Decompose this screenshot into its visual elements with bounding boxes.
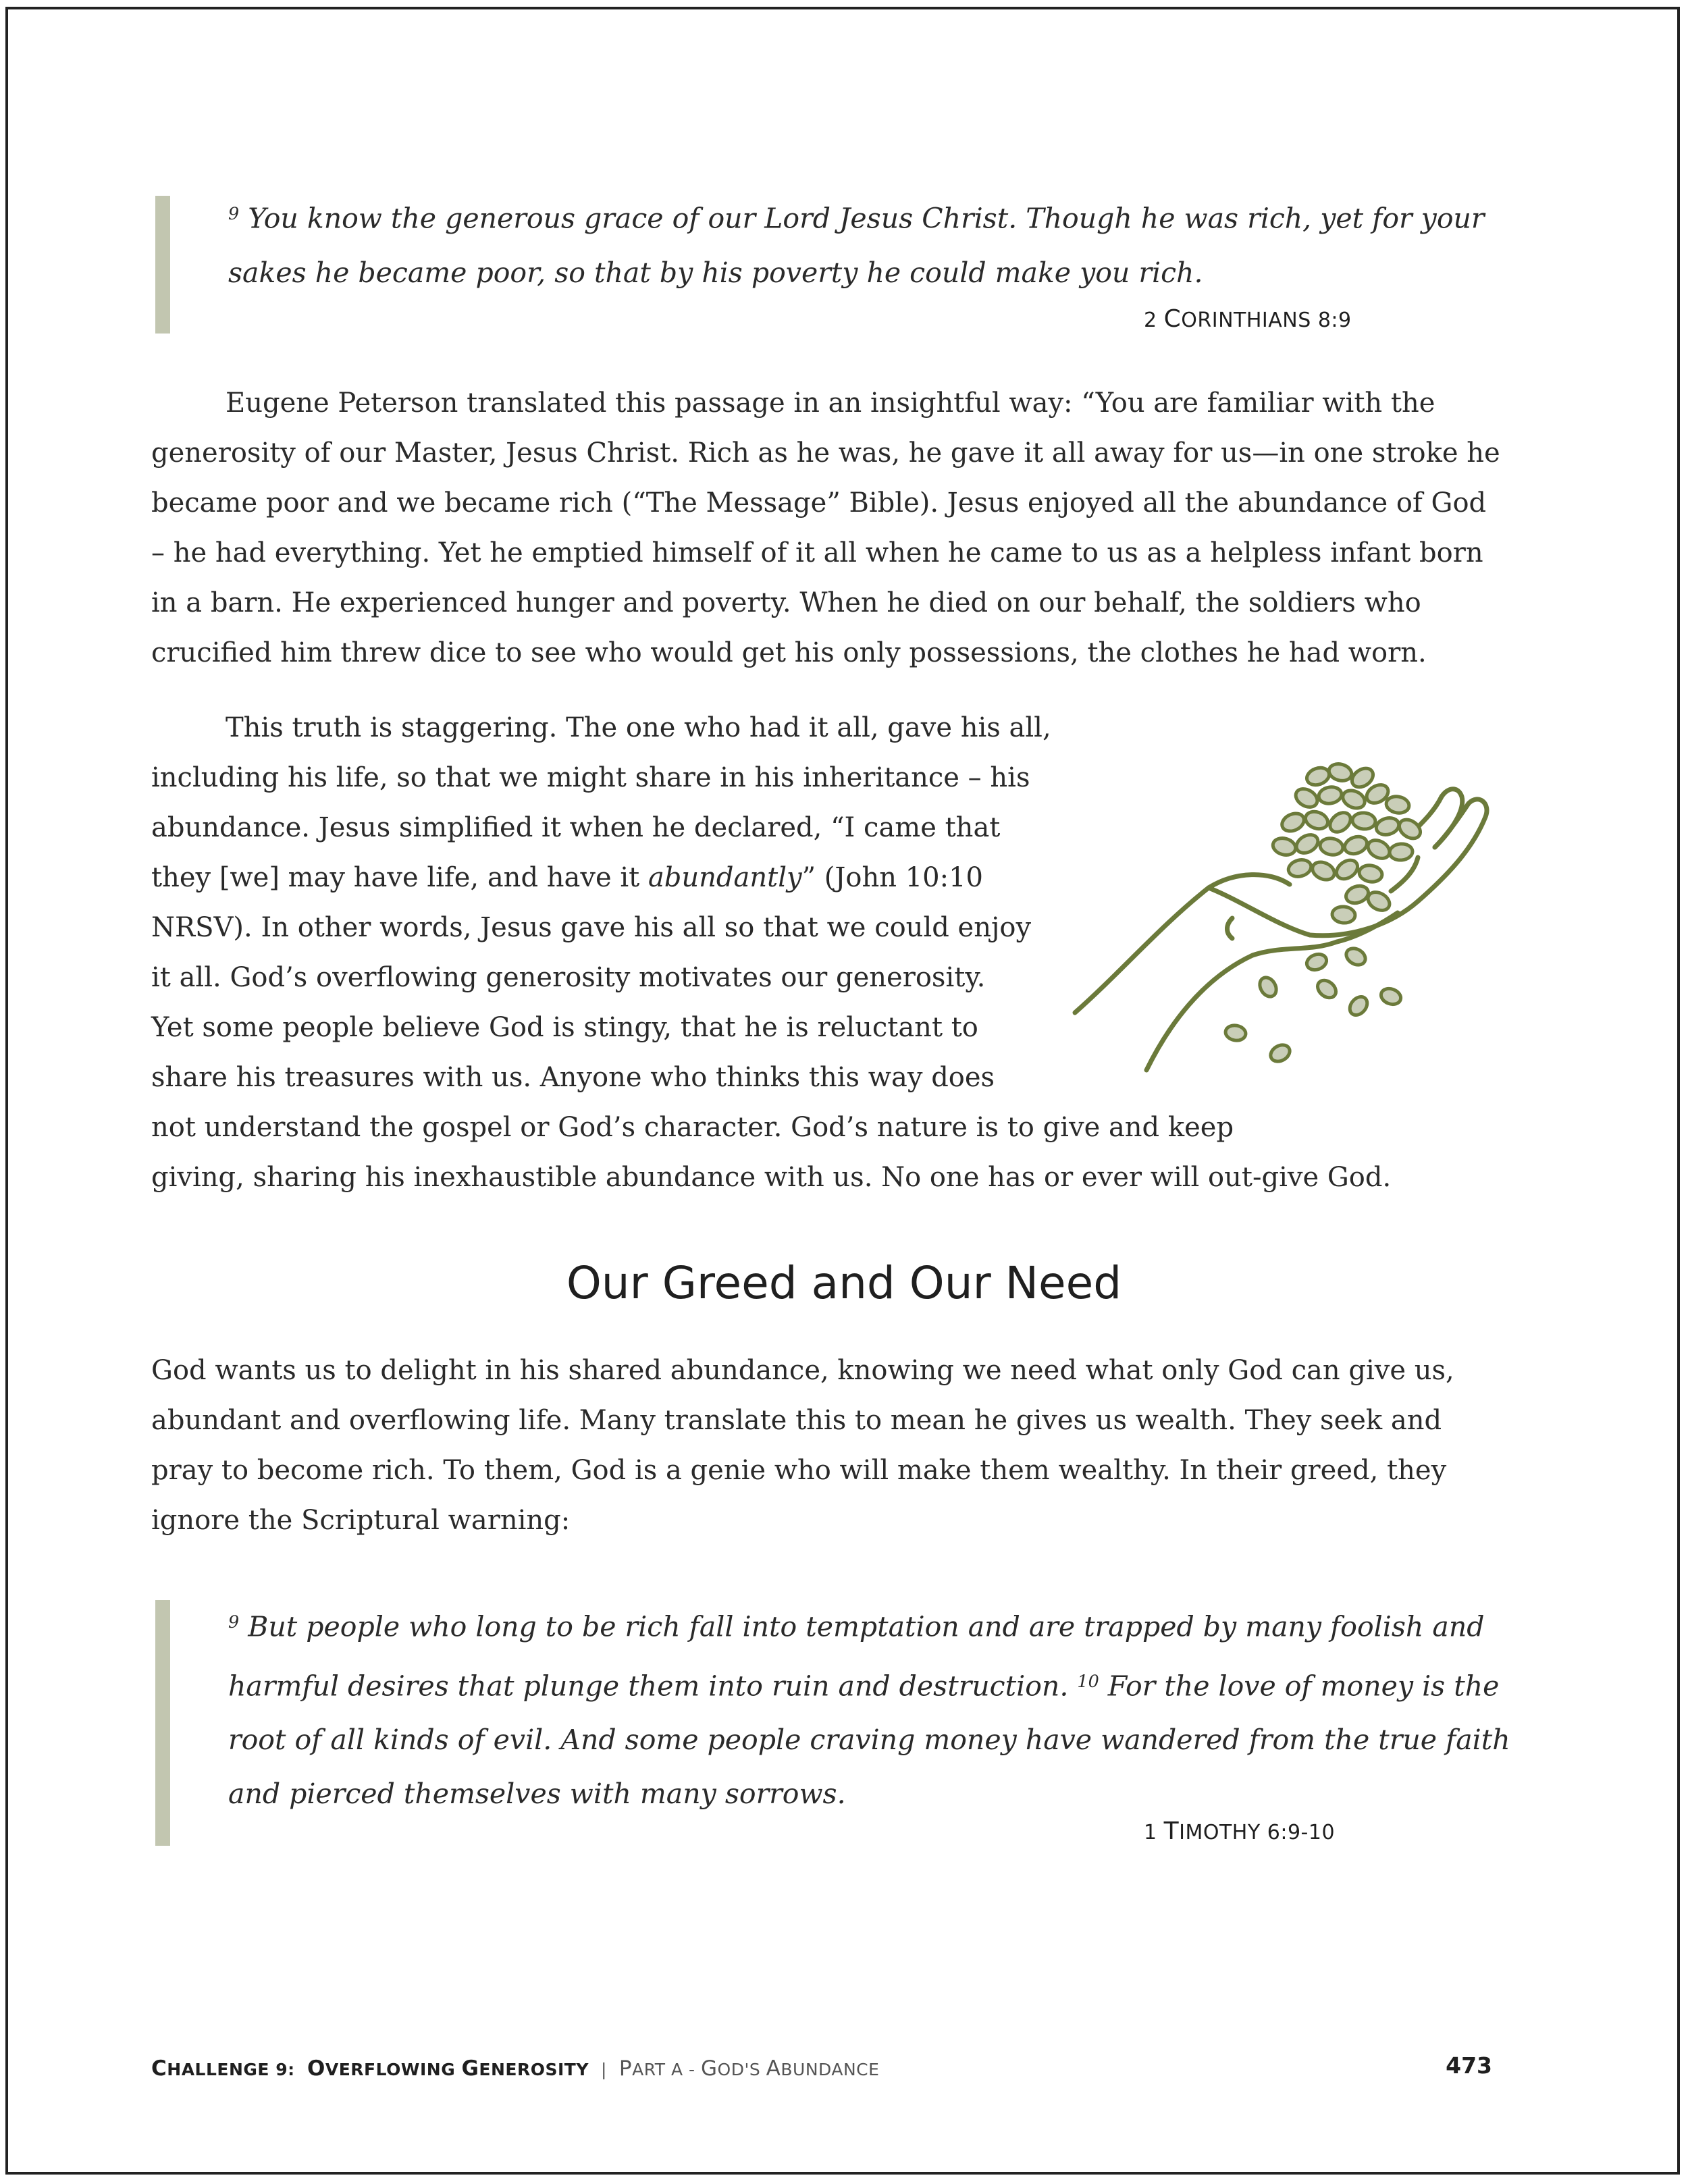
verse-number: 10 <box>1077 1670 1099 1691</box>
ref-verse: 8:9 <box>1317 309 1352 332</box>
page-number: 473 <box>1446 2052 1492 2079</box>
paragraph-1-text: Eugene Peterson translated this passage in an insightful way: “You are familiar with the generosity of our Master, Jesus Christ. Rich as he was, he gave it all away for us—in one stroke he became poor and we became rich (“The Message” Bible). Jesus enjoyed all the abundance of God – he had everything. Yet he emptied himself of it all when he came to us as a helpless infant born in a barn. He experienced hunger and poverty. When he died on our behalf, the soldiers who crucified him threw dice to see who would get his only possessions, the clothes he had worn. <box>151 388 1500 668</box>
quote-bar <box>155 196 170 334</box>
running-footer <box>151 2056 879 2081</box>
paragraph-2-line: they [we] may have life, and have it abundantly” (John 10:10 <box>151 862 983 893</box>
paragraph-2-line: NRSV). In other words, Jesus gave his all so that we could enjoy <box>151 912 1032 943</box>
paragraph-2-line: abundance. Jesus simplified it when he declared, “I came that <box>151 812 1001 843</box>
paragraph-2-line: giving, sharing his inexhaustible abundance with us. No one has or ever will out-give God. <box>151 1162 1392 1193</box>
ref-book: ORINTHIANS <box>1181 309 1311 332</box>
quote-body: You know the generous grace of our Lord Jesus Christ. Though he was rich, yet for your sakes he became poor, so that by his poverty he could make you rich. <box>228 202 1485 289</box>
emphasis-abundantly: abundantly <box>648 862 802 893</box>
quote-text <box>228 1595 1545 1821</box>
hand-with-seeds-illustration <box>1067 756 1499 1094</box>
paragraph-2-line: it all. God’s overflowing generosity motivates our generosity. <box>151 962 986 993</box>
paragraph-2-line: This truth is staggering. The one who had it all, gave his all, <box>226 712 1051 743</box>
ref-book-number: 2 <box>1144 309 1157 332</box>
section-heading: Our Greed and Our Need <box>566 1257 1122 1309</box>
quote-body: But people who long to be rich fall into temptation and are trapped by many foolish and harmful desires that plunge them into ruin and destruction. <box>228 1610 1485 1703</box>
quote-reference <box>1144 305 1352 333</box>
paragraph-1 <box>151 378 1502 678</box>
quote-text <box>228 186 1545 300</box>
quote-bar <box>155 1600 170 1846</box>
ref-initial: C <box>1163 305 1182 333</box>
footer-chapter: CHALLENGE 9: OVERFLOWING GENEROSITY <box>151 2056 589 2081</box>
paragraph-3: God wants us to delight in his shared abundance, knowing we need what only God can give us, abundant and overflowing life. Many translate this to mean he gives us wealth. They seek and pray to become rich. To them, God is a genie who will make them wealthy. In their greed, they ignore the Scriptural warning: <box>151 1355 1454 1536</box>
quote-reference: 1 TIMOTHY 6:9-10 <box>1144 1817 1336 1845</box>
paragraph-2-line: Yet some people believe God is stingy, that he is reluctant to <box>151 1012 978 1043</box>
paragraph-2-line: not understand the gospel or God’s character. God’s nature is to give and keep <box>151 1112 1234 1143</box>
paragraph-2-line: including his life, so that we might share in his inheritance – his <box>151 762 1030 793</box>
footer-separator: | <box>600 2060 607 2079</box>
verse-number: 9 <box>228 203 240 223</box>
quote-body: For the love of money is the root of all kinds of evil. And some people craving money have wandered from the true faith and pierced themselves with many sorrows. <box>228 1670 1510 1811</box>
verse-number: 9 <box>228 1612 240 1632</box>
paragraph-2-line: share his treasures with us. Anyone who thinks this way does <box>151 1062 995 1093</box>
footer-part: PART A - GOD'S ABUNDANCE <box>618 2056 880 2081</box>
